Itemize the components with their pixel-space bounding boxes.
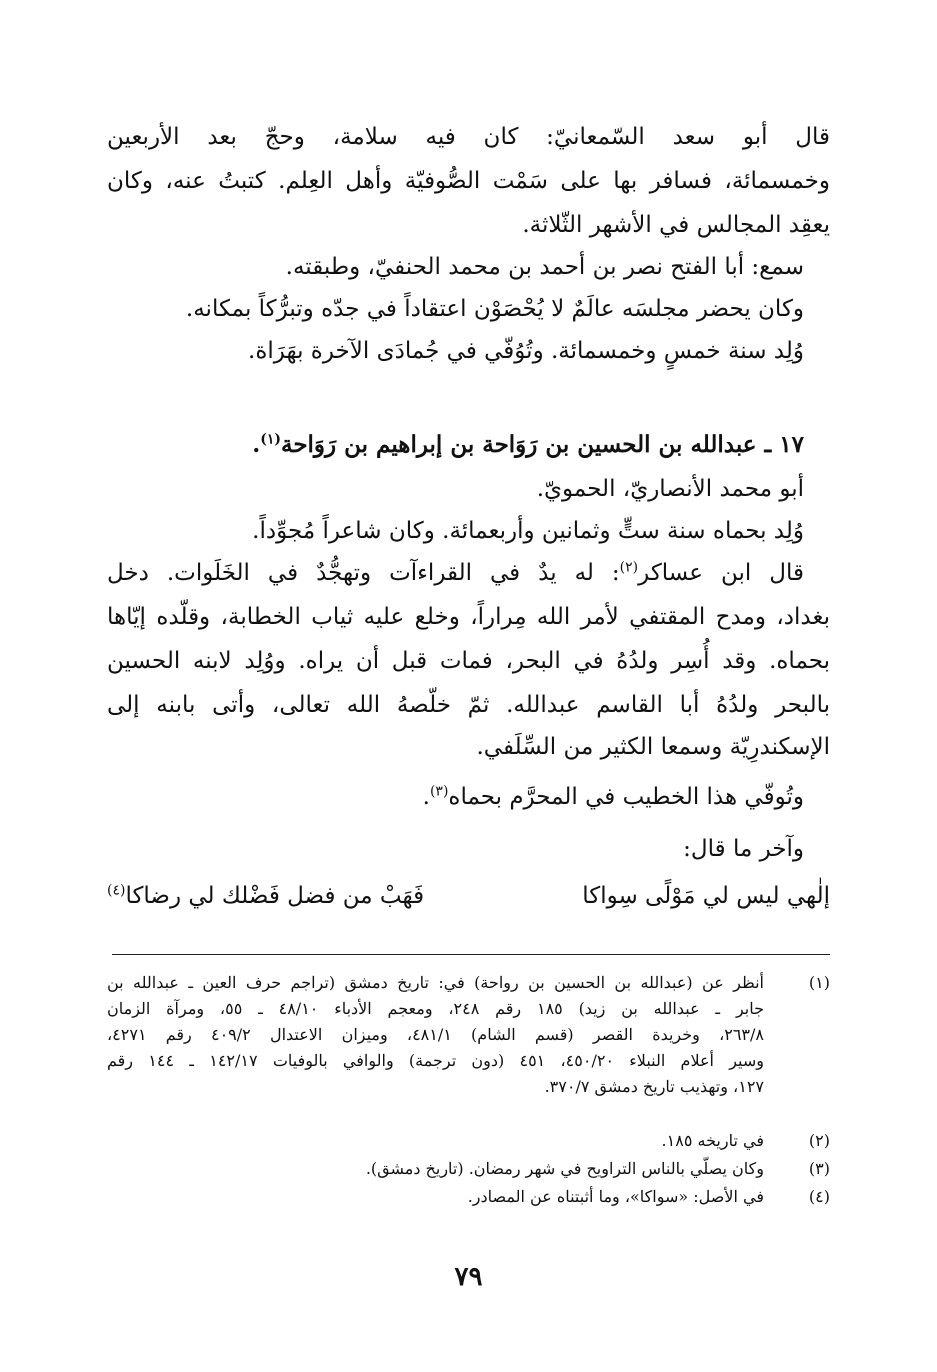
footnote-ref-4: (٤) [107,882,126,899]
footnote-number: (٤) [808,1187,830,1206]
attendance-line: وكان يحضر مجلسَه عالَمٌ لا يُحْصَوْن اعتقاداً في جدّه وتبرُّكاً بمكانه. [185,296,804,322]
footnote-text [107,1128,764,1154]
quote-line: بالبحر ولدُهُ أبا القاسم عبدالله. ثمّ خلّصهُ الله تعالى، وأتى بابنه إلى [107,692,830,718]
kunya-line: أبو محمد الأنصاريّ، الحمويّ. [536,476,804,502]
quote-first-line [107,556,804,590]
footnote-line: أنظر عن (عبدالله بن الحسين بن رواحة) في: تاريخ دمشق (تراجم حرف العين ـ عبدالله بن [107,973,764,992]
quote-source: قال ابن عساكر [638,560,804,586]
bio-paragraph-line: قال أبو سعد السّمعانيّ: كان فيه سلامة، وحجّ بعد الأربعين [107,124,830,150]
entry-birth-line: وُلِد بحماه سنة ستٍّ وثمانين وأربعمائة. وكان شاعراً مُجوِّداً. [252,518,804,544]
death-line [107,780,804,814]
footnote-line: ٢٦٣/٨، وخريدة القصر (قسم الشام) ٤٨١/١، وميزان الاعتدال ٤٠٩/٢ رقم ٤٢٧١، [107,1025,764,1044]
footnote-ref-1: (١) [260,431,281,448]
footnote-text [107,1156,764,1182]
birth-death-line: وُلِد سنة خمسٍ وخمسمائة. وتُوُفّي في جُمادَى الآخرة بهَرَاة. [248,338,804,364]
verse-second-hemistich: فَهَبْ من فضل فَضْلك لي رضاكا [125,883,425,909]
footnote-number: (٢) [808,1131,830,1150]
entry-heading [107,428,804,462]
footnote-text [107,1184,764,1210]
heading-period: . [252,431,261,458]
quote-line: بغداد، ومدح المقتفي لأمر الله مِراراً، وخلع عليه ثياب الخطابة، وقلّده إيّاها [107,604,830,630]
bio-paragraph-line: يعقِد المجالس في الأشهر الثّلاثة. [522,212,830,238]
bio-paragraph-line: وخمسمائة، فسافر بها على سَمْت الصُّوفيّة وأهل العِلم. كتبتُ عنه، وكان [107,168,830,194]
quote-line: بحماه. وقد أُسِر ولدُهُ في البحر، فمات قبل أن يراه. ووُلِد لابنه الحسين [107,648,830,674]
death-text: وتُوفّي هذا الخطيب في المحرَّم بحماه [448,784,804,810]
footnote-line: في الأصل: «سواكا»، وما أثبتناه عن المصادر. [467,1187,764,1206]
footnote-line: وسير أعلام النبلاء ٤٥٠/٢٠، ٤٥١ (دون ترجمة) والوافي بالوفيات ١٤٢/١٧ ـ ١٤٤ رقم [107,1051,765,1070]
heard-from-line: سمع: أبا الفتح نصر بن أحمد بن محمد الحنفيّ، وطبقته. [285,254,804,280]
footnote-number: (٣) [808,1159,830,1178]
footnote-divider [112,954,830,955]
last-said-line: وآخر ما قال: [683,836,804,862]
quote-line: الإسكندرِيّة وسمعا الكثير من السِّلَفي. [476,734,830,760]
footnote-line: في تاريخه ١٨٥. [661,1131,764,1150]
poem-verse [107,876,830,916]
page-number: ٧٩ [454,1262,483,1292]
footnote-line: جابر ـ عبدالله بن زيد) ١٨٥ رقم ٢٤٨، ومعجم الأدباء ٤٨/١٠ ـ ٥٥، ومرآة الزمان [107,999,764,1018]
verse-first-hemistich: إلٰهي ليس لي مَوْلًى سِواكا [582,883,830,909]
footnote-ref-3: (٣) [429,783,449,800]
footnote-ref-2: (٢) [619,559,639,576]
footnote-line: وكان يصلّي بالناس التراويح في شهر رمضان. (تاريخ دمشق). [365,1159,764,1178]
footnote-text [107,970,764,1100]
footnote-number: (١) [808,973,830,992]
entry-heading-text: ١٧ ـ عبدالله بن الحسين بن رَوَاحة بن إبراهيم بن رَوَاحة [280,431,804,458]
verse-second-hemistich-wrap [107,876,424,916]
quote-text: : له يدٌ في القراءآت وتهجُّدٌ في الخَلَوات. دخل [107,560,620,586]
footnote-line: ١٢٧، وتهذيب تاريخ دمشق ٣٧٠/٧. [544,1077,764,1096]
death-period: . [422,784,430,810]
